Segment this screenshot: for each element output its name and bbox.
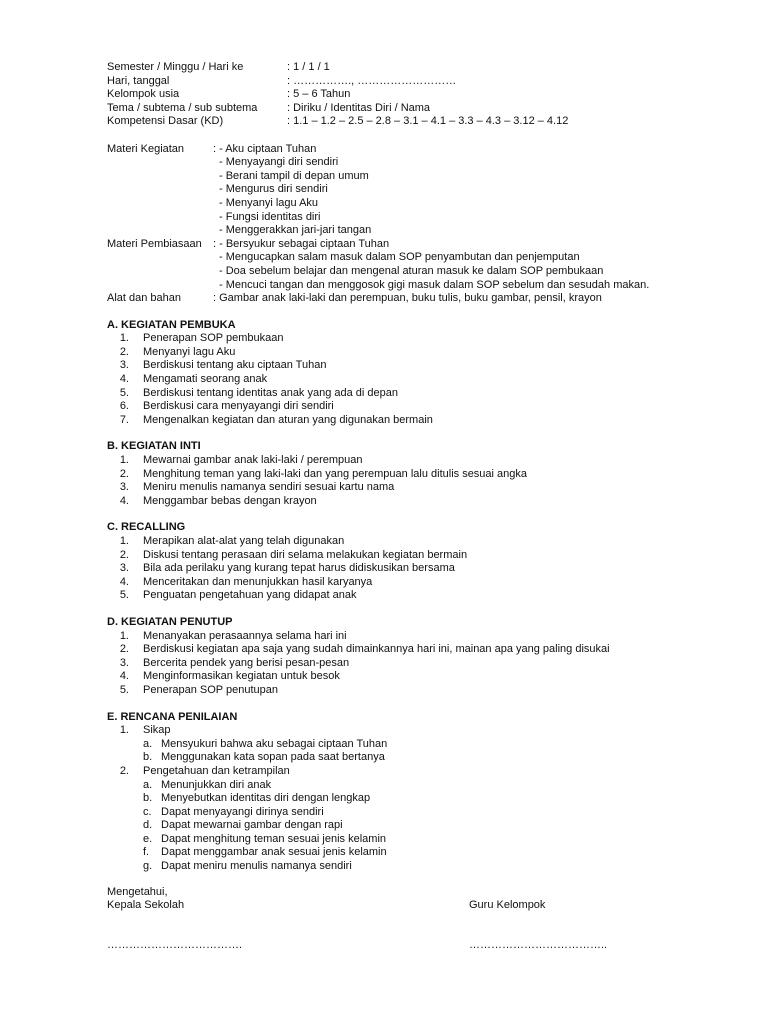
item-text: Diskusi tentang perasaan diri selama melakukan kegiatan bermain: [143, 548, 468, 561]
section-title: A. KEGIATAN PEMBUKA: [107, 318, 236, 331]
group-label: Sikap: [143, 724, 171, 737]
item-letter: f.: [143, 846, 150, 859]
item-number: 2.: [119, 643, 129, 656]
sub-item: [107, 792, 717, 806]
signature-block: [107, 886, 717, 953]
list-item: [107, 495, 717, 509]
materi-item: - Menggerakkan jari-jari tangan: [219, 224, 372, 237]
materi-item: - Mengucapkan salam masuk dalam SOP penyambutan dan penjemputan: [219, 251, 580, 264]
header-value: : Diriku / Identitas Diri / Nama: [287, 101, 431, 114]
header-label: Semester / Minggu / Hari ke: [107, 61, 244, 73]
item-number: 2.: [119, 548, 129, 561]
item-number: 3.: [119, 562, 129, 575]
guru-kelompok-signature-line: ………………………………..: [469, 938, 608, 951]
sub-item: [107, 860, 717, 874]
materi-row: [107, 183, 717, 197]
item-number: 6.: [119, 400, 129, 413]
sub-item: [107, 751, 717, 765]
header-label: Kompetensi Dasar (KD): [107, 115, 224, 128]
section-title: C. RECALLING: [107, 521, 186, 534]
header-value: : 1 / 1 / 1: [287, 61, 330, 73]
list-item: [107, 387, 717, 401]
item-text: Berdiskusi tentang identitas anak yang ada di depan: [143, 386, 399, 399]
materi-item: - Fungsi identitas diri: [219, 210, 321, 223]
item-text: Penerapan SOP penutupan: [143, 683, 278, 696]
item-number: 3.: [119, 481, 129, 494]
list-item: [107, 454, 717, 468]
list-item: [107, 468, 717, 482]
section-recalling: [107, 521, 717, 603]
section-kegiatan-inti: [107, 440, 717, 508]
header-row: [107, 88, 717, 102]
item-text: Menginformasikan kegiatan untuk besok: [143, 670, 340, 683]
group-label: Pengetahuan dan ketrampilan: [143, 764, 290, 777]
sub-item: [107, 779, 717, 793]
materi-row: [107, 265, 717, 279]
item-text: Berdiskusi tentang aku ciptaan Tuhan: [143, 359, 327, 372]
materi-row: [107, 224, 717, 238]
signature-titles: [107, 899, 717, 913]
materi-item: - Doa sebelum belajar dan mengenal aturan masuk ke dalam SOP pembukaan: [219, 264, 604, 277]
section-title: E. RENCANA PENILAIAN: [107, 710, 238, 723]
list-item: [107, 481, 717, 495]
item-number: 7.: [119, 413, 129, 426]
item-text: Berdiskusi kegiatan apa saja yang sudah dimainkannya hari ini, mainan apa yang paling disukai: [143, 643, 610, 656]
list-item: [107, 562, 717, 576]
item-text: Menggambar bebas dengan krayon: [143, 494, 317, 507]
header-label: Tema / subtema / sub subtema: [107, 101, 258, 114]
list-item: [107, 684, 717, 698]
guru-kelompok-label: Guru Kelompok: [469, 899, 546, 912]
list-item: [107, 670, 717, 684]
item-text: Menghitung teman yang laki-laki dan yang perempuan lalu ditulis sesuai angka: [143, 467, 528, 480]
materi-row: [107, 170, 717, 184]
item-letter: b.: [143, 792, 153, 805]
materi-item: - Mencuci tangan dan menggosok gigi masuk dalam SOP sebelum dan sesudah makan.: [219, 278, 650, 291]
item-text: Menanyakan perasaannya selama hari ini: [143, 629, 347, 642]
item-text: Menunjukkan diri anak: [161, 778, 272, 791]
item-number: 4.: [119, 575, 129, 588]
materi-row: [107, 279, 717, 293]
header-value: : 1.1 – 1.2 – 2.5 – 2.8 – 3.1 – 4.1 – 3.3 – 4.3 – 3.12 – 4.12: [287, 115, 569, 128]
materi-kegiatan-label: Materi Kegiatan: [107, 142, 185, 155]
item-letter: a.: [143, 737, 153, 750]
list-item: [107, 589, 717, 603]
list-item: [107, 373, 717, 387]
list-item: [107, 724, 717, 738]
materi-row: [107, 238, 717, 252]
sub-item: [107, 846, 717, 860]
materi-row: [107, 197, 717, 211]
item-number: 1.: [119, 724, 129, 737]
item-text: Bila ada perilaku yang kurang tepat harus didiskusikan bersama: [143, 562, 455, 575]
item-number: 1.: [119, 535, 129, 547]
materi-item: - Menyayangi diri sendiri: [219, 156, 339, 169]
item-text: Dapat meniru menulis namanya sendiri: [161, 860, 352, 873]
item-number: 2.: [119, 467, 129, 480]
item-number: 1.: [119, 332, 129, 345]
list-item: [107, 630, 717, 644]
list-item: [107, 414, 717, 428]
item-text: Menggunakan kata sopan pada saat bertanya: [161, 751, 385, 764]
section-kegiatan-pembuka: [107, 319, 717, 428]
header-label: Kelompok usia: [107, 88, 180, 101]
item-number: 4.: [119, 373, 129, 386]
mengetahui-text: Mengetahui,: [107, 885, 168, 898]
list-item: [107, 765, 717, 779]
item-number: 1.: [119, 629, 129, 642]
header-info: [107, 61, 717, 129]
list-item: [107, 643, 717, 657]
item-number: 1.: [119, 454, 129, 467]
materi-item: - Menyanyi lagu Aku: [219, 196, 319, 209]
signature-lines: [107, 939, 717, 953]
materi-item: - Berani tampil di depan umum: [219, 169, 369, 182]
item-text: Meniru menulis namanya sendiri sesuai kartu nama: [143, 481, 395, 494]
sub-item: [107, 806, 717, 820]
kepala-sekolah-label: Kepala Sekolah: [107, 899, 185, 912]
alat-value: : Gambar anak laki-laki dan perempuan, buku tulis, buku gambar, pensil, krayon: [213, 292, 602, 305]
item-number: 5.: [119, 386, 129, 399]
item-number: 3.: [119, 656, 129, 669]
list-item: [107, 359, 717, 373]
item-number: 5.: [119, 683, 129, 696]
list-item: [107, 400, 717, 414]
item-text: Dapat menghitung teman sesuai jenis kelamin: [161, 832, 387, 845]
section-title: B. KEGIATAN INTI: [107, 440, 201, 453]
kepala-sekolah-signature-line: ……………………………….: [107, 938, 243, 951]
materi-row: [107, 211, 717, 225]
item-letter: a.: [143, 778, 153, 791]
materi-kegiatan-first: : - Aku ciptaan Tuhan: [213, 142, 317, 155]
list-item: [107, 549, 717, 563]
sub-item: [107, 819, 717, 833]
section-title: D. KEGIATAN PENUTUP: [107, 615, 233, 628]
header-label: Hari, tanggal: [107, 74, 170, 87]
header-row: [107, 75, 717, 89]
item-number: 3.: [119, 359, 129, 372]
item-text: Mewarnai gambar anak laki-laki / perempuan: [143, 454, 363, 467]
header-value: : ……………., ………………………: [287, 74, 457, 87]
materi-row: [107, 143, 717, 157]
header-row: [107, 102, 717, 116]
materi-pembiasaan-label: Materi Pembiasaan: [107, 237, 202, 250]
item-text: Menyebutkan identitas diri dengan lengkap: [161, 792, 371, 805]
item-number: 4.: [119, 494, 129, 507]
item-letter: c.: [143, 805, 152, 818]
header-row: [107, 61, 717, 75]
section-rencana-penilaian: [107, 711, 717, 874]
item-number: 2.: [119, 345, 129, 358]
item-text: Dapat menggambar anak sesuai jenis kelamin: [161, 846, 387, 859]
item-letter: d.: [143, 819, 153, 832]
list-item: [107, 346, 717, 360]
alat-label: Alat dan bahan: [107, 292, 182, 305]
sub-item: [107, 738, 717, 752]
section-kegiatan-penutup: [107, 616, 717, 698]
list-item: [107, 332, 717, 346]
item-text: Bercerita pendek yang berisi pesan-pesan: [143, 656, 350, 669]
materi-pembiasaan: [107, 238, 717, 292]
item-text: Mensyukuri bahwa aku sebagai ciptaan Tuhan: [161, 737, 388, 750]
item-number: 4.: [119, 670, 129, 683]
item-number: 5.: [119, 589, 129, 602]
header-value: : 5 – 6 Tahun: [287, 88, 351, 101]
sub-item: [107, 833, 717, 847]
item-number: 2.: [119, 764, 129, 777]
item-letter: g.: [143, 860, 153, 873]
materi-row: [107, 156, 717, 170]
rppH-document: [107, 61, 717, 952]
materi-item: - Mengurus diri sendiri: [219, 183, 328, 196]
item-text: Mengamati seorang anak: [143, 373, 268, 386]
item-text: Menceritakan dan menunjukkan hasil karyanya: [143, 575, 373, 588]
header-row: [107, 115, 717, 129]
materi-row: [107, 251, 717, 265]
item-letter: e.: [143, 832, 153, 845]
item-letter: b.: [143, 751, 153, 764]
item-text: Penguatan pengetahuan yang didapat anak: [143, 589, 357, 602]
item-text: Penerapan SOP pembukaan: [143, 332, 284, 345]
materi-pembiasaan-first: : - Bersyukur sebagai ciptaan Tuhan: [213, 237, 390, 250]
item-text: Berdiskusi cara menyayangi diri sendiri: [143, 400, 334, 413]
item-text: Menyanyi lagu Aku: [143, 345, 236, 358]
list-item: [107, 535, 717, 549]
item-text: Mengenalkan kegiatan dan aturan yang digunakan bermain: [143, 413, 433, 426]
list-item: [107, 657, 717, 671]
item-text: Merapikan alat-alat yang telah digunakan: [143, 535, 345, 547]
alat-bahan: [107, 292, 717, 306]
item-text: Dapat mewarnai gambar dengan rapi: [161, 819, 343, 832]
item-text: Dapat menyayangi dirinya sendiri: [161, 805, 324, 818]
materi-kegiatan: [107, 143, 717, 238]
list-item: [107, 576, 717, 590]
